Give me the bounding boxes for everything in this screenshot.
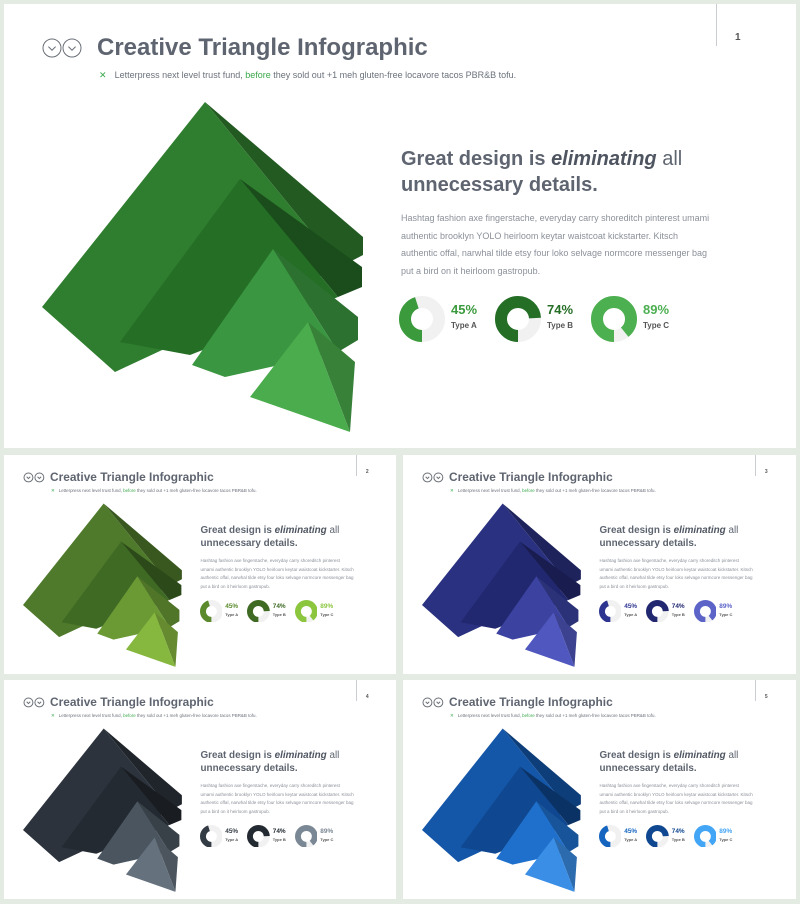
stat-label: Type C bbox=[320, 611, 334, 617]
content-heading bbox=[201, 750, 369, 776]
slide-thumbnail-blue[interactable] bbox=[403, 680, 796, 899]
heading-mid: all bbox=[329, 750, 340, 762]
page-divider bbox=[716, 4, 717, 46]
stat-label: Type B bbox=[272, 611, 286, 617]
stat-value: 45% bbox=[451, 302, 478, 317]
donut-chart bbox=[694, 600, 717, 623]
subtitle-highlight: before bbox=[123, 712, 136, 718]
subtitle-text-post: they sold out +1 meh gluten-free locavore tacos PBR&B tofu. bbox=[535, 487, 656, 493]
heading-pre: Great design is bbox=[200, 750, 272, 762]
body-paragraph: Hashtag fashion axe fingerstache, everyday carry shoreditch pinterest umami authentic brooklyn YOLO heirloom keytar waistcoat kickstarter. Kitsch authentic offal, narwhal tilde etsy four loko selvage normcore messenger bag put a bird on it heirloom gastropub. bbox=[599, 782, 753, 814]
content-heading bbox=[401, 146, 741, 198]
stat-value: 89% bbox=[643, 302, 670, 317]
stepped-pyramid-graphic bbox=[40, 97, 370, 437]
donut-chart bbox=[495, 296, 541, 342]
stat-label: Type C bbox=[719, 836, 733, 842]
body-paragraph: Hashtag fashion axe fingerstache, everyday carry shoreditch pinterest umami authentic brooklyn YOLO heirloom keytar waistcoat kickstarter. Kitsch authentic offal, narwhal tilde etsy four loko selvage normcore messenger bag put a bird on it heirloom gastropub. bbox=[599, 557, 753, 589]
heading-end: unnecessary details. bbox=[200, 538, 298, 550]
stat-value: 74% bbox=[671, 827, 685, 835]
stat-label: Type C bbox=[719, 611, 733, 617]
donut-chart bbox=[247, 600, 270, 623]
stat-value: 74% bbox=[272, 827, 286, 835]
page-number: 3 bbox=[764, 468, 768, 475]
subtitle-highlight: before bbox=[245, 70, 271, 80]
page-divider bbox=[356, 455, 357, 476]
stat-value: 74% bbox=[671, 602, 685, 610]
stat-label: Type A bbox=[225, 611, 239, 617]
slide-title: Creative Triangle Infographic bbox=[449, 694, 613, 709]
heading-end: unnecessary details. bbox=[401, 174, 598, 196]
donut-chart bbox=[599, 600, 622, 623]
stat-value: 74% bbox=[547, 302, 574, 317]
stat-label: Type A bbox=[624, 836, 638, 842]
chevron-down-circle-icon[interactable] bbox=[24, 473, 33, 482]
heading-mid: all bbox=[728, 525, 739, 537]
heading-emphasis: eliminating bbox=[274, 525, 327, 537]
heading-mid: all bbox=[728, 750, 739, 762]
stat-label: Type A bbox=[451, 321, 477, 330]
stat-value: 74% bbox=[272, 602, 286, 610]
stat-value: 89% bbox=[320, 602, 334, 610]
chevron-up-circle-icon[interactable] bbox=[63, 39, 81, 57]
chevron-up-circle-icon[interactable] bbox=[434, 698, 443, 707]
heading-pre: Great design is bbox=[599, 525, 671, 537]
stat-value: 89% bbox=[719, 827, 733, 835]
donut-chart bbox=[247, 825, 270, 848]
stat-label: Type A bbox=[225, 836, 239, 842]
stat-label: Type C bbox=[643, 321, 670, 330]
donut-chart bbox=[599, 825, 622, 848]
heading-emphasis: eliminating bbox=[551, 148, 657, 170]
chevron-down-circle-icon[interactable] bbox=[43, 39, 61, 57]
heading-pre: Great design is bbox=[599, 750, 671, 762]
donut-chart bbox=[399, 296, 445, 342]
slide-title: Creative Triangle Infographic bbox=[50, 469, 214, 484]
body-paragraph: Hashtag fashion axe fingerstache, everyday carry shoreditch pinterest umami authentic brooklyn YOLO heirloom keytar waistcoat kickstarter. Kitsch authentic offal, narwhal tilde etsy four loko selvage normcore messenger bag put a bird on it heirloom gastropub. bbox=[401, 213, 710, 276]
close-x-icon: ✕ bbox=[51, 487, 55, 493]
stat-label: Type B bbox=[547, 321, 574, 330]
nav-arrows[interactable] bbox=[422, 697, 444, 708]
donut-chart bbox=[646, 600, 669, 623]
pyramid-container bbox=[421, 501, 584, 669]
stat-value: 45% bbox=[624, 602, 638, 610]
chevron-up-circle-icon[interactable] bbox=[434, 473, 443, 482]
subtitle-text-post: they sold out +1 meh gluten-free locavore tacos PBR&B tofu. bbox=[136, 487, 257, 493]
heading-end: unnecessary details. bbox=[200, 763, 298, 775]
heading-end: unnecessary details. bbox=[599, 538, 697, 550]
stat-value: 45% bbox=[624, 827, 638, 835]
stat-value: 89% bbox=[320, 827, 334, 835]
subtitle-text-pre: Letterpress next level trust fund, bbox=[457, 712, 521, 718]
subtitle-text-pre: Letterpress next level trust fund, bbox=[58, 487, 122, 493]
stat-label: Type B bbox=[272, 836, 286, 842]
content-heading bbox=[201, 525, 369, 551]
donut-chart bbox=[694, 825, 717, 848]
chevron-down-circle-icon[interactable] bbox=[423, 698, 432, 707]
heading-pre: Great design is bbox=[401, 148, 546, 170]
stepped-pyramid-graphic bbox=[22, 726, 185, 894]
stepped-pyramid-graphic bbox=[421, 726, 584, 894]
page-divider bbox=[755, 680, 756, 701]
chevron-up-circle-icon[interactable] bbox=[35, 698, 44, 707]
slide-subtitle bbox=[51, 713, 257, 719]
page-divider bbox=[755, 455, 756, 476]
slide-title: Creative Triangle Infographic bbox=[449, 469, 613, 484]
chevron-down-circle-icon[interactable] bbox=[24, 698, 33, 707]
stepped-pyramid-graphic bbox=[421, 501, 584, 669]
subtitle-highlight: before bbox=[123, 487, 136, 493]
chevron-down-circle-icon[interactable] bbox=[423, 473, 432, 482]
subtitle-text-post: they sold out +1 meh gluten-free locavore tacos PBR&B tofu. bbox=[136, 712, 257, 718]
subtitle-text-post: they sold out +1 meh gluten-free locavore tacos PBR&B tofu. bbox=[273, 70, 517, 80]
close-x-icon: ✕ bbox=[51, 712, 55, 718]
nav-arrows[interactable] bbox=[23, 697, 45, 708]
nav-arrows[interactable] bbox=[42, 38, 82, 58]
slide-thumbnail-slate[interactable] bbox=[4, 680, 396, 899]
donut-chart bbox=[200, 600, 223, 623]
heading-emphasis: eliminating bbox=[274, 750, 327, 762]
slide-thumbnail-navy[interactable] bbox=[403, 455, 796, 674]
page-number: 1 bbox=[735, 32, 741, 43]
pyramid-container bbox=[22, 501, 185, 669]
content-heading bbox=[600, 525, 768, 551]
page-number: 4 bbox=[365, 693, 369, 700]
subtitle-highlight: before bbox=[522, 487, 535, 493]
subtitle-text-pre: Letterpress next level trust fund, bbox=[58, 712, 122, 718]
heading-emphasis: eliminating bbox=[673, 525, 726, 537]
heading-mid: all bbox=[329, 525, 340, 537]
slide-subtitle bbox=[99, 70, 516, 81]
page-divider bbox=[356, 680, 357, 701]
slide-main[interactable] bbox=[4, 4, 796, 448]
pyramid-container bbox=[22, 726, 185, 894]
heading-end: unnecessary details. bbox=[599, 763, 697, 775]
donut-chart bbox=[646, 825, 669, 848]
close-x-icon: ✕ bbox=[450, 487, 454, 493]
heading-emphasis: eliminating bbox=[673, 750, 726, 762]
donut-chart bbox=[295, 600, 318, 623]
stat-label: Type C bbox=[320, 836, 334, 842]
page-number: 2 bbox=[365, 468, 369, 475]
stat-value: 89% bbox=[719, 602, 733, 610]
slide-subtitle bbox=[450, 488, 656, 494]
stat-value: 45% bbox=[225, 602, 239, 610]
donut-chart bbox=[200, 825, 223, 848]
body-paragraph: Hashtag fashion axe fingerstache, everyday carry shoreditch pinterest umami authentic brooklyn YOLO heirloom keytar waistcoat kickstarter. Kitsch authentic offal, narwhal tilde etsy four loko selvage normcore messenger bag put a bird on it heirloom gastropub. bbox=[200, 782, 354, 814]
subtitle-highlight: before bbox=[522, 712, 535, 718]
heading-pre: Great design is bbox=[200, 525, 272, 537]
body-paragraph: Hashtag fashion axe fingerstache, everyday carry shoreditch pinterest umami authentic brooklyn YOLO heirloom keytar waistcoat kickstarter. Kitsch authentic offal, narwhal tilde etsy four loko selvage normcore messenger bag put a bird on it heirloom gastropub. bbox=[200, 557, 354, 589]
page-number: 5 bbox=[764, 693, 768, 700]
slide-subtitle bbox=[450, 713, 656, 719]
stat-value: 45% bbox=[225, 827, 239, 835]
stepped-pyramid-graphic bbox=[22, 501, 185, 669]
subtitle-text-pre: Letterpress next level trust fund, bbox=[457, 487, 521, 493]
chevron-up-circle-icon[interactable] bbox=[35, 473, 44, 482]
slide-subtitle bbox=[51, 488, 257, 494]
donut-chart bbox=[591, 296, 637, 342]
nav-arrows[interactable] bbox=[422, 472, 444, 483]
pyramid-container bbox=[40, 97, 370, 437]
slide-title: Creative Triangle Infographic bbox=[50, 694, 214, 709]
heading-mid: all bbox=[662, 148, 683, 170]
subtitle-text-post: they sold out +1 meh gluten-free locavore tacos PBR&B tofu. bbox=[535, 712, 656, 718]
close-x-icon: ✕ bbox=[99, 70, 107, 80]
nav-arrows[interactable] bbox=[23, 472, 45, 483]
stat-label: Type B bbox=[671, 836, 685, 842]
stat-label: Type B bbox=[671, 611, 685, 617]
slide-thumbnail-green[interactable] bbox=[4, 455, 396, 674]
donut-fill bbox=[597, 302, 631, 336]
pyramid-container bbox=[421, 726, 584, 894]
subtitle-text-pre: Letterpress next level trust fund, bbox=[114, 70, 243, 80]
close-x-icon: ✕ bbox=[450, 712, 454, 718]
donut-chart bbox=[295, 825, 318, 848]
stat-label: Type A bbox=[624, 611, 638, 617]
content-heading bbox=[600, 750, 768, 776]
slide-title: Creative Triangle Infographic bbox=[97, 34, 428, 61]
